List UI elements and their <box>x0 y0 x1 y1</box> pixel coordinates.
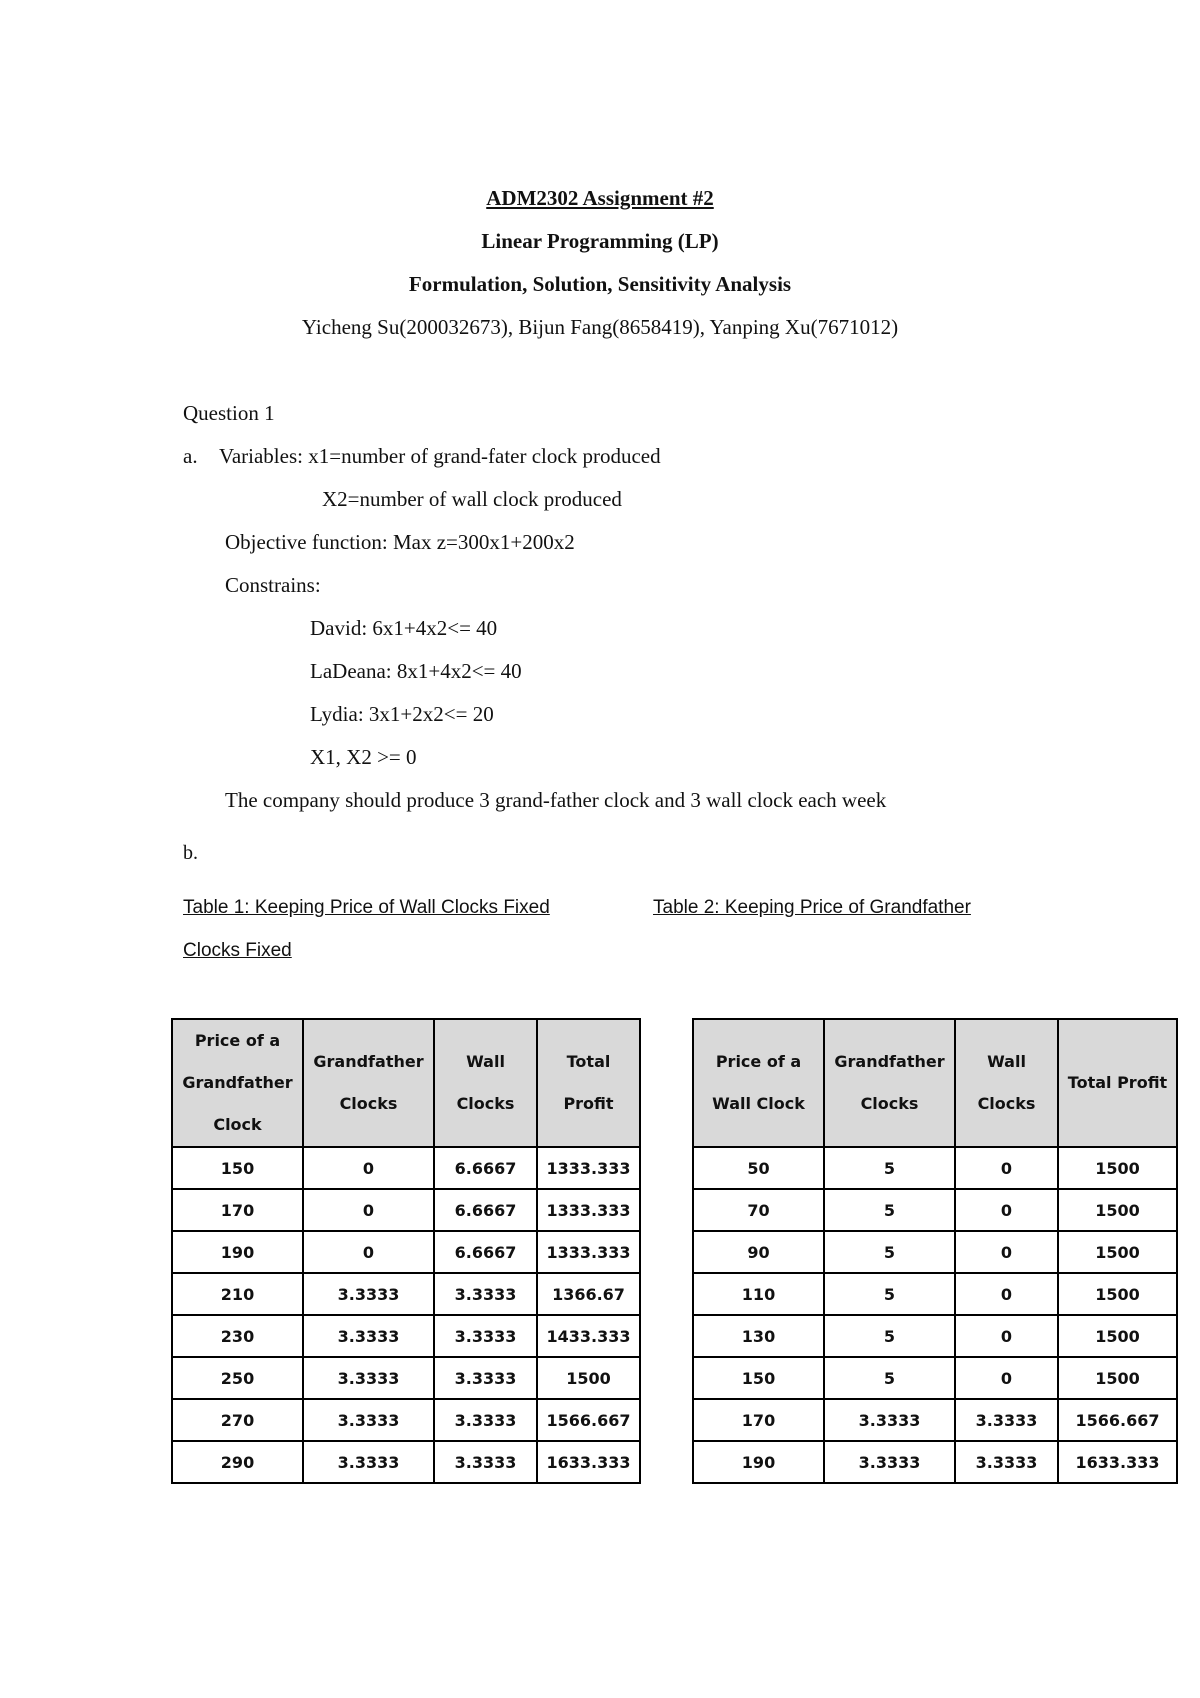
table-row <box>172 1441 640 1483</box>
table-row <box>172 1189 640 1231</box>
table2-header-wall: Wall Clocks <box>955 1019 1058 1147</box>
table1-header-grandfather: Grandfather Clocks <box>303 1019 434 1147</box>
table1-cell-price: 290 <box>172 1441 303 1483</box>
table1-cell-grandfather: 3.3333 <box>303 1441 434 1483</box>
table1-cell-price: 170 <box>172 1189 303 1231</box>
table-row <box>172 1399 640 1441</box>
table2-cell-profit: 1500 <box>1058 1357 1177 1399</box>
table1-cell-profit: 1333.333 <box>537 1231 640 1273</box>
table1-cell-wall: 3.3333 <box>434 1273 537 1315</box>
table2-cell-price: 190 <box>693 1441 824 1483</box>
document-subtitle-topics: Formulation, Solution, Sensitivity Analysis <box>408 272 792 296</box>
table2-cell-price: 150 <box>693 1357 824 1399</box>
table1-cell-profit: 1333.333 <box>537 1147 640 1189</box>
document-title: ADM2302 Assignment #2 <box>486 186 714 210</box>
table2-caption: Table 2: Keeping Price of Grandfather <box>653 897 971 918</box>
table2-header-price: Price of a Wall Clock <box>693 1019 824 1147</box>
table-row <box>172 1273 640 1315</box>
table2-cell-profit: 1566.667 <box>1058 1399 1177 1441</box>
table1-cell-wall: 3.3333 <box>434 1357 537 1399</box>
table2-cell-price: 110 <box>693 1273 824 1315</box>
table2-cell-wall: 0 <box>955 1147 1058 1189</box>
table2-cell-grandfather: 3.3333 <box>824 1399 955 1441</box>
table2-cell-grandfather: 5 <box>824 1273 955 1315</box>
solution-statement: The company should produce 3 grand-father clock and 3 wall clock each week <box>225 788 887 812</box>
table2-cell-grandfather: 5 <box>824 1231 955 1273</box>
table2-price-wall <box>692 1018 1178 1484</box>
table-row <box>693 1189 1177 1231</box>
table2-cell-profit: 1500 <box>1058 1147 1177 1189</box>
table2-cell-profit: 1500 <box>1058 1231 1177 1273</box>
table1-cell-grandfather: 3.3333 <box>303 1357 434 1399</box>
table-row <box>172 1147 640 1189</box>
table1-cell-wall: 3.3333 <box>434 1315 537 1357</box>
table-row <box>693 1231 1177 1273</box>
part-a-marker: a. <box>183 444 198 468</box>
table1-cell-price: 210 <box>172 1273 303 1315</box>
table-row <box>172 1315 640 1357</box>
variable-x2: X2=number of wall clock produced <box>322 487 622 511</box>
table1-cell-profit: 1566.667 <box>537 1399 640 1441</box>
table2-cell-price: 130 <box>693 1315 824 1357</box>
table2-cell-grandfather: 5 <box>824 1315 955 1357</box>
table2-cell-grandfather: 3.3333 <box>824 1441 955 1483</box>
table1-cell-profit: 1366.67 <box>537 1273 640 1315</box>
table1-cell-profit: 1500 <box>537 1357 640 1399</box>
table1-cell-wall: 3.3333 <box>434 1399 537 1441</box>
table2-header-row <box>693 1019 1177 1147</box>
table-row <box>693 1441 1177 1483</box>
table2-cell-wall: 0 <box>955 1231 1058 1273</box>
constraint-lydia: Lydia: 3x1+2x2<= 20 <box>310 702 494 726</box>
table1-cell-wall: 6.6667 <box>434 1189 537 1231</box>
table-row <box>172 1231 640 1273</box>
table2-cell-wall: 0 <box>955 1357 1058 1399</box>
table2-header-grandfather: Grandfather Clocks <box>824 1019 955 1147</box>
table2-cell-profit: 1500 <box>1058 1273 1177 1315</box>
table1-cell-price: 230 <box>172 1315 303 1357</box>
variable-x1: Variables: x1=number of grand-fater clock produced <box>219 444 661 468</box>
constraint-david: David: 6x1+4x2<= 40 <box>310 616 498 640</box>
table2-cell-profit: 1500 <box>1058 1189 1177 1231</box>
table1-cell-price: 250 <box>172 1357 303 1399</box>
constraint-ladeana: LaDeana: 8x1+4x2<= 40 <box>310 659 522 683</box>
part-b-marker: b. <box>183 842 198 864</box>
table2-caption-continued: Clocks Fixed <box>183 940 292 961</box>
table2-cell-wall: 0 <box>955 1315 1058 1357</box>
table1-header-price: Price of a Grandfather Clock <box>172 1019 303 1147</box>
table1-cell-grandfather: 3.3333 <box>303 1273 434 1315</box>
table2-cell-wall: 3.3333 <box>955 1399 1058 1441</box>
table1-header-wall: Wall Clocks <box>434 1019 537 1147</box>
table1-cell-grandfather: 3.3333 <box>303 1399 434 1441</box>
table1-cell-wall: 6.6667 <box>434 1231 537 1273</box>
table1-cell-grandfather: 3.3333 <box>303 1315 434 1357</box>
table1-cell-wall: 3.3333 <box>434 1441 537 1483</box>
table1-cell-wall: 6.6667 <box>434 1147 537 1189</box>
document-subtitle-lp: Linear Programming (LP) <box>481 229 719 253</box>
table1-cell-price: 190 <box>172 1231 303 1273</box>
table2-cell-profit: 1500 <box>1058 1315 1177 1357</box>
table-row <box>693 1357 1177 1399</box>
table2-cell-grandfather: 5 <box>824 1357 955 1399</box>
table-row <box>693 1315 1177 1357</box>
table2-header-profit: Total Profit <box>1058 1019 1177 1147</box>
document-authors: Yicheng Su(200032673), Bijun Fang(8658419), Yanping Xu(7671012) <box>301 315 899 339</box>
table1-cell-price: 270 <box>172 1399 303 1441</box>
table-row <box>693 1273 1177 1315</box>
table2-cell-wall: 0 <box>955 1189 1058 1231</box>
table1-cell-profit: 1333.333 <box>537 1189 640 1231</box>
table1-cell-profit: 1433.333 <box>537 1315 640 1357</box>
table-row <box>693 1399 1177 1441</box>
table1-cell-grandfather: 0 <box>303 1189 434 1231</box>
table-row <box>172 1357 640 1399</box>
table1-cell-price: 150 <box>172 1147 303 1189</box>
table1-header-profit: Total Profit <box>537 1019 640 1147</box>
table2-cell-profit: 1633.333 <box>1058 1441 1177 1483</box>
table1-price-grandfather <box>171 1018 641 1484</box>
table2-cell-grandfather: 5 <box>824 1189 955 1231</box>
question-heading: Question 1 <box>183 401 275 425</box>
constrains-label: Constrains: <box>225 573 321 597</box>
table2-cell-grandfather: 5 <box>824 1147 955 1189</box>
table2-cell-price: 170 <box>693 1399 824 1441</box>
table2-cell-wall: 3.3333 <box>955 1441 1058 1483</box>
table2-cell-price: 90 <box>693 1231 824 1273</box>
table2-cell-price: 70 <box>693 1189 824 1231</box>
table1-cell-profit: 1633.333 <box>537 1441 640 1483</box>
table-row <box>693 1147 1177 1189</box>
constraint-nonnegativity: X1, X2 >= 0 <box>310 745 417 769</box>
table2-cell-wall: 0 <box>955 1273 1058 1315</box>
table1-header-row <box>172 1019 640 1147</box>
table1-cell-grandfather: 0 <box>303 1231 434 1273</box>
table1-cell-grandfather: 0 <box>303 1147 434 1189</box>
table2-cell-price: 50 <box>693 1147 824 1189</box>
table1-caption: Table 1: Keeping Price of Wall Clocks Fixed <box>183 897 550 918</box>
objective-function: Objective function: Max z=300x1+200x2 <box>225 530 575 554</box>
